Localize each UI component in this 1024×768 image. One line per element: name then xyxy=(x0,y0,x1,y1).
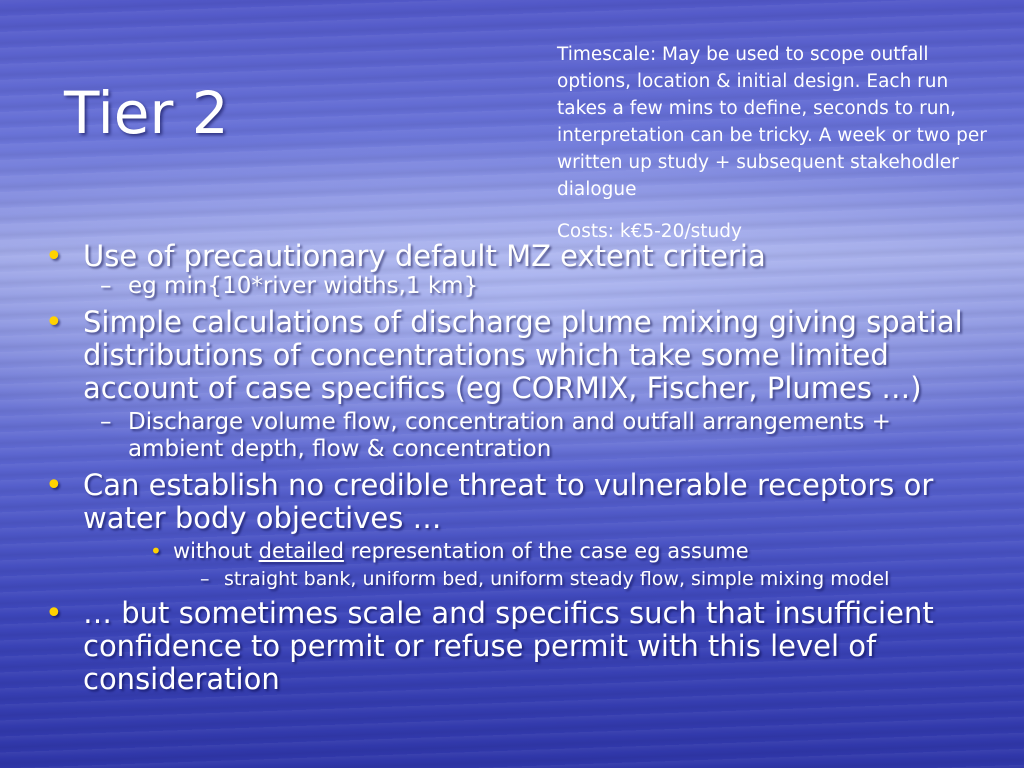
bullet-1-sub-text: eg min{10*river widths,1 km} xyxy=(128,273,479,299)
bullet-3-subsub-text: straight bank, uniform bed, uniform steady flow, simple mixing model xyxy=(224,568,890,590)
bullet-dot-icon: • xyxy=(45,305,63,340)
slide-title: Tier 2 xyxy=(64,79,229,147)
bullet-2-text: Simple calculations of discharge plume mixing giving spatial distributions of concentrations which take some limited account of case specifics (eg CORMIX, Fischer, Plumes …) xyxy=(83,305,963,405)
bullet-dot-icon: • xyxy=(45,468,63,503)
bullet-1 xyxy=(0,240,963,273)
bullet-dot-icon: • xyxy=(45,239,63,274)
costs-note: Costs: k€5-20/study xyxy=(557,221,742,242)
bullet-3 xyxy=(0,469,963,535)
bullet-dot-icon: • xyxy=(45,596,63,631)
bullet-3-subsub xyxy=(0,568,1004,591)
bullet-2 xyxy=(0,306,963,405)
bullet-dot-icon: • xyxy=(150,539,162,563)
bullet-1-text: Use of precautionary default MZ extent criteria xyxy=(83,239,766,273)
bullet-1-sub xyxy=(0,273,978,300)
dash-icon: – xyxy=(200,568,210,590)
bullet-3-sub-post: representation of the case eg assume xyxy=(343,539,749,563)
bullet-3-text: Can establish no credible threat to vulnerable receptors or water body objectives … xyxy=(83,468,934,535)
bullet-4-text: … but sometimes scale and specifics such that insufficient confidence to permit or refuse permit with this level of consideration xyxy=(83,596,934,696)
timescale-note: Timescale: May be used to scope outfall options, location & initial design. Each run takes a few mins to define, seconds to run, interpretation can be tricky. A week or two per written up study + subsequent stakehodler dialogue xyxy=(557,44,987,200)
dash-icon: – xyxy=(100,409,112,435)
bullet-2-sub-text: Discharge volume flow, concentration and outfall arrangements + ambient depth, flow & concentration xyxy=(128,409,891,462)
side-note xyxy=(557,41,997,245)
bullet-4 xyxy=(0,597,963,696)
bullet-3-sub-emphasis: detailed xyxy=(258,539,344,563)
bullet-list xyxy=(0,240,1024,696)
dash-icon: – xyxy=(100,273,112,299)
bullet-3-sub-pre: without xyxy=(173,539,259,563)
bullet-2-sub xyxy=(0,409,978,463)
bullet-3-sub xyxy=(0,539,993,564)
